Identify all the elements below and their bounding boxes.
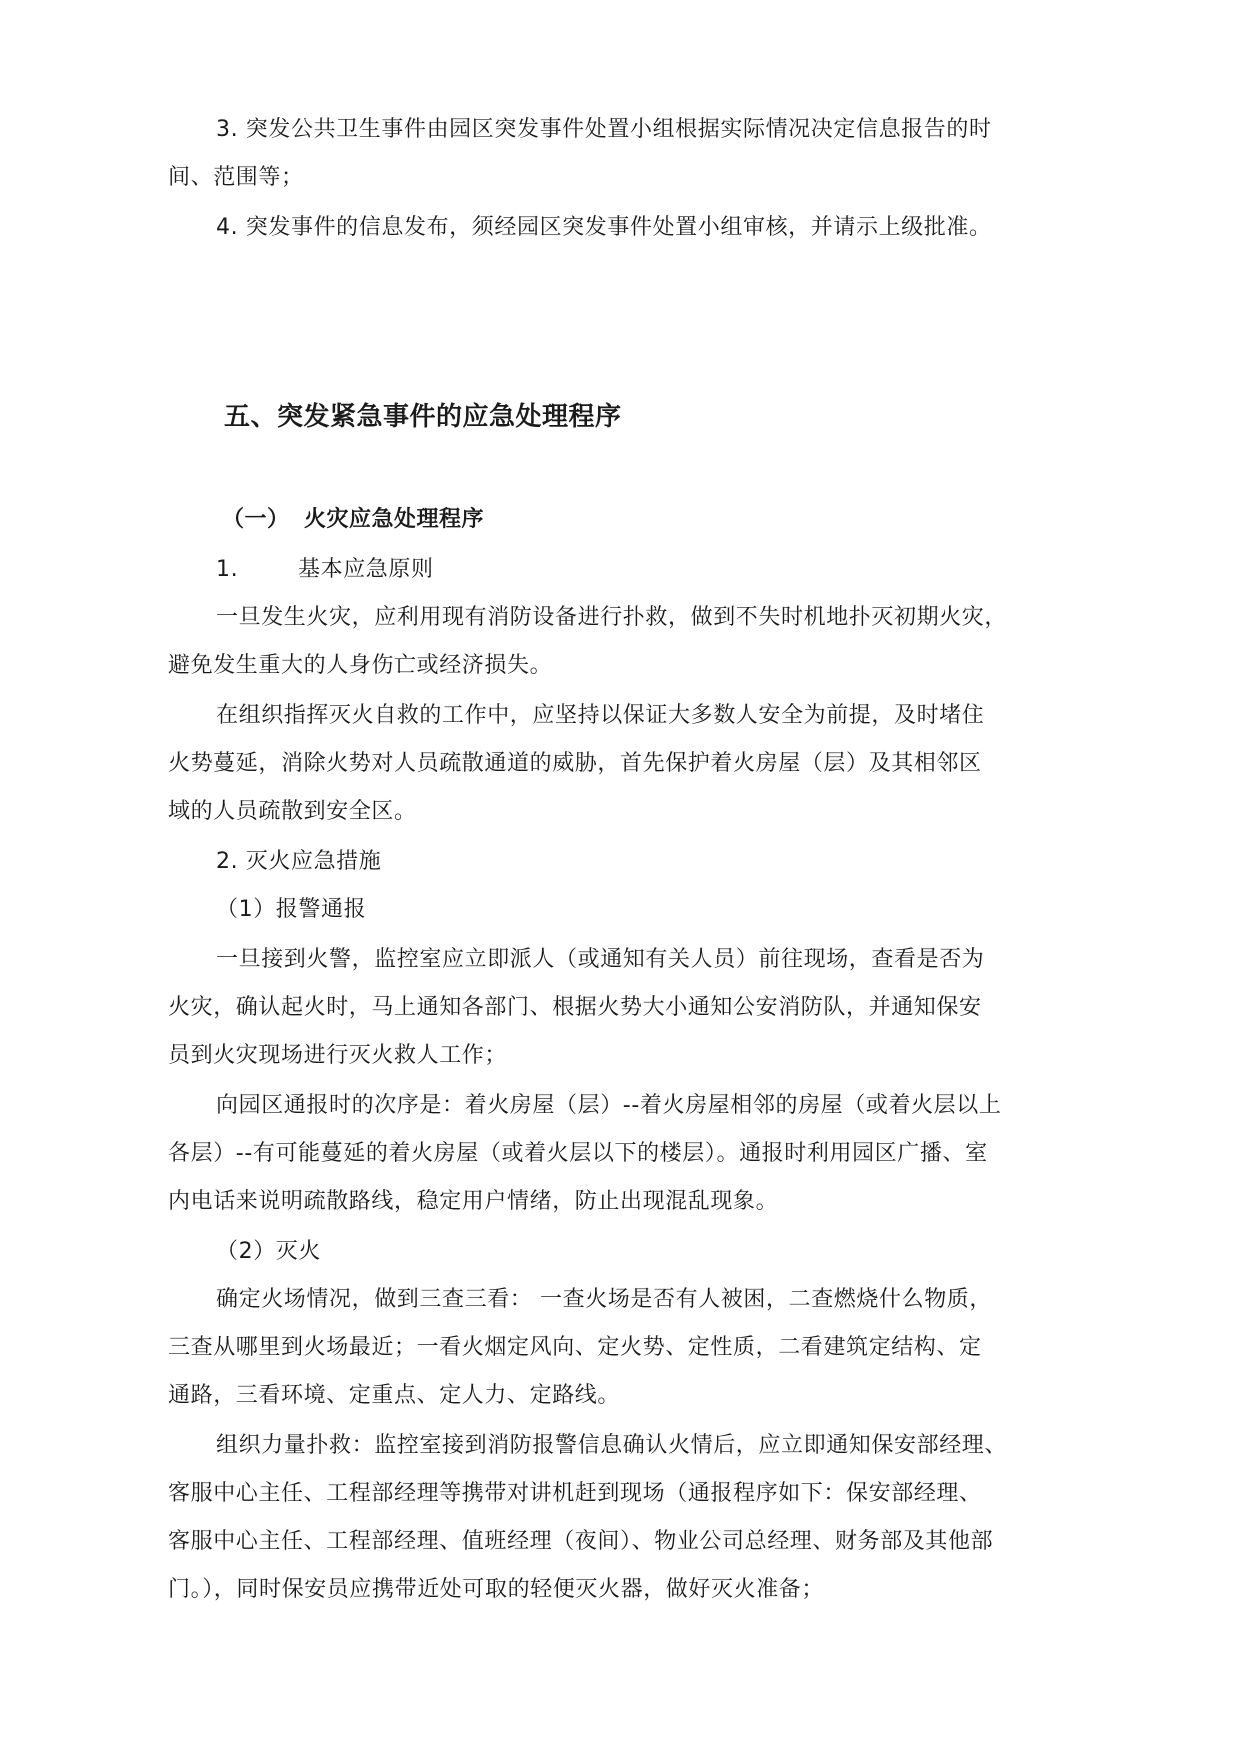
list-heading: [216, 555, 434, 585]
subsection-heading: [222, 505, 484, 535]
paragraph-line: 向园区通报时的次序是：着火房屋（层）--着火房屋相邻的房屋（或着火层以上: [216, 1093, 1002, 1118]
list-heading: 2. 灭火应急措施: [216, 849, 382, 874]
paragraph-line: 内电话来说明疏散路线，稳定用户情绪，防止出现混乱现象。: [168, 1189, 779, 1214]
paragraph-line: 确定火场情况，做到三查三看： 一查火场是否有人被困，二查燃烧什么物质，: [216, 1287, 992, 1312]
paragraph-line: 组织力量扑救：监控室接到消防报警信息确认火情后，应立即通知保安部经理、: [216, 1433, 1008, 1458]
paragraph-line: 门。），同时保安员应携带近处可取的轻便灭火器，做好灭火准备；: [168, 1577, 825, 1602]
paragraph-line: 3. 突发公共卫生事件由园区突发事件处置小组根据实际情况决定信息报告的时: [216, 117, 992, 142]
paragraph-line: 各层）--有可能蔓延的着火房屋（或着火层以下的楼层）。通报时利用园区广播、室: [168, 1141, 988, 1166]
sub-item-heading: （2）灭火: [216, 1239, 321, 1264]
section-heading: 五、突发紧急事件的应急处理程序: [224, 402, 622, 432]
paragraph-line: 间、范围等；: [168, 165, 304, 190]
paragraph-line: 客服中心主任、工程部经理等携带对讲机赶到现场（通报程序如下：保安部经理、: [168, 1481, 982, 1506]
list-title: 基本应急原则: [298, 557, 434, 582]
list-number: 1.: [216, 557, 239, 582]
paragraph-line: 员到火灾现场进行灭火救人工作；: [168, 1043, 508, 1068]
paragraph-line: 在组织指挥灭火自救的工作中，应坚持以保证大多数人安全为前提，及时堵住: [216, 703, 985, 728]
paragraph-line: 火势蔓延，消除火势对人员疏散通道的威胁，首先保护着火房屋（层）及其相邻区: [168, 751, 982, 776]
paragraph-line: 域的人员疏散到安全区。: [168, 799, 417, 824]
paragraph-line: 三查从哪里到火场最近；一看火烟定风向、定火势、定性质，二看建筑定结构、定: [168, 1335, 982, 1360]
paragraph-line: 避免发生重大的人身伤亡或经济损失。: [168, 653, 553, 678]
paragraph-line: 通路，三看环境、定重点、定人力、定路线。: [168, 1383, 621, 1408]
sub-item-heading: （1）报警通报: [216, 897, 367, 922]
paragraph-line: 4. 突发事件的信息发布，须经园区突发事件处置小组审核，并请示上级批准。: [216, 215, 992, 240]
subsection-title: 火灾应急处理程序: [304, 507, 485, 532]
paragraph-line: 火灾，确认起火时，马上通知各部门、根据火势大小通知公安消防队，并通知保安: [168, 995, 982, 1020]
subsection-number: （一）: [222, 507, 290, 532]
paragraph-line: 一旦接到火警，监控室应立即派人（或通知有关人员）前往现场，查看是否为: [216, 947, 985, 972]
paragraph-line: 一旦发生火灾，应利用现有消防设备进行扑救，做到不失时机地扑灭初期火灾，: [216, 605, 1008, 630]
paragraph-line: 客服中心主任、工程部经理、值班经理（夜间）、物业公司总经理、财务部及其他部: [168, 1529, 994, 1554]
